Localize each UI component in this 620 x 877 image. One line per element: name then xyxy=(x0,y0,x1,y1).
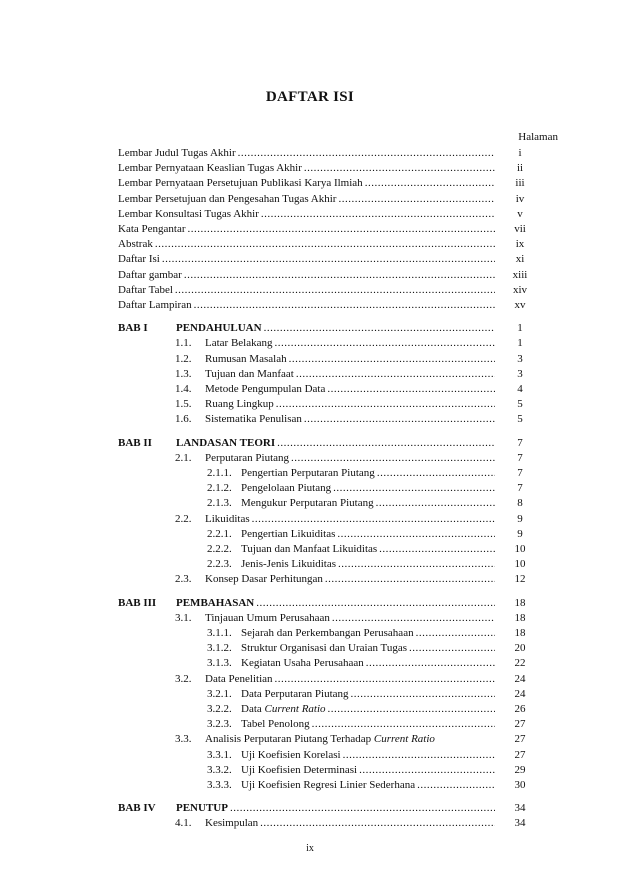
section-number: 3.1.1. xyxy=(207,627,232,639)
section-number: 2.2.3. xyxy=(207,558,232,571)
dot-leader xyxy=(351,687,495,702)
dot-leader xyxy=(332,611,495,626)
page-number: 3 xyxy=(517,367,523,380)
section-number: 2.3. xyxy=(175,573,192,586)
section-number: 1.1. xyxy=(175,337,192,350)
page-number: xiv xyxy=(512,283,528,296)
toc-subsection[interactable] xyxy=(118,687,543,702)
page-number: 9 xyxy=(517,512,523,525)
dot-leader xyxy=(275,336,496,351)
entry-title: Pengelolaan Piutang xyxy=(241,482,332,495)
page-number: v xyxy=(517,207,523,220)
entry-title: Data Current Ratio xyxy=(241,703,326,715)
toc-entry[interactable] xyxy=(118,283,543,298)
section-number: 3.2.2. xyxy=(207,703,232,715)
toc-entry[interactable] xyxy=(118,268,543,283)
section-number: 2.2.1. xyxy=(207,527,232,540)
entry-title: Tabel Penolong xyxy=(241,718,310,731)
page-number: 27 xyxy=(514,718,526,731)
entry-title: PENUTUP xyxy=(176,802,228,815)
page-column-header: Halaman xyxy=(518,131,558,143)
entry-title: Lembar Judul Tugas Akhir xyxy=(118,147,236,159)
toc-subsection[interactable] xyxy=(118,557,543,572)
dot-leader xyxy=(238,146,495,161)
entry-title: Latar Belakang xyxy=(205,337,273,350)
dot-leader xyxy=(338,557,495,572)
toc-subsection[interactable] xyxy=(118,748,543,763)
toc-section[interactable] xyxy=(118,732,543,747)
entry-title: Kesimpulan xyxy=(205,817,259,830)
toc-section[interactable] xyxy=(118,451,543,466)
entry-title: Jenis-Jenis Likuiditas xyxy=(241,558,337,571)
toc-section[interactable] xyxy=(118,611,543,626)
toc-entry[interactable] xyxy=(118,298,543,313)
section-number: 2.1.1. xyxy=(207,467,232,479)
page-number: 18 xyxy=(514,611,526,624)
section-number: 1.6. xyxy=(175,413,192,426)
section-number: 3.1.3. xyxy=(207,657,232,670)
entry-title: Daftar gambar xyxy=(118,268,182,281)
toc-entry[interactable] xyxy=(118,237,543,252)
page-number: 10 xyxy=(514,543,526,555)
chapter-label: BAB IV xyxy=(118,802,156,815)
page-number: 18 xyxy=(514,596,526,609)
toc-subsection[interactable] xyxy=(118,778,543,793)
entry-title: Kegiatan Usaha Perusahaan xyxy=(241,657,364,670)
toc-entry[interactable] xyxy=(118,176,543,191)
section-number: 3.3. xyxy=(175,733,192,746)
section-number: 2.1. xyxy=(175,451,192,464)
dot-leader xyxy=(275,672,495,687)
chapter-label: BAB II xyxy=(118,436,152,449)
section-number: 1.4. xyxy=(175,383,192,395)
toc-section[interactable] xyxy=(118,336,543,351)
dot-leader xyxy=(327,382,495,397)
entry-title: Daftar Tabel xyxy=(118,283,173,296)
section-number: 3.2. xyxy=(175,672,192,685)
page-number: 3 xyxy=(517,352,523,365)
toc-subsection[interactable] xyxy=(118,481,543,496)
dot-leader xyxy=(376,496,495,511)
entry-title: Konsep Dasar Perhitungan xyxy=(205,573,323,586)
section-number: 2.1.2. xyxy=(207,482,232,495)
toc-chapter[interactable] xyxy=(118,596,543,611)
toc-subsection[interactable] xyxy=(118,717,543,732)
dot-leader xyxy=(175,283,495,298)
toc-entry[interactable] xyxy=(118,192,543,207)
page-number: 5 xyxy=(517,398,523,411)
dot-leader xyxy=(304,412,495,427)
section-number: 1.5. xyxy=(175,398,192,411)
section-number: 3.3.3. xyxy=(207,779,232,791)
toc-section[interactable] xyxy=(118,572,543,587)
entry-title: Struktur Organisasi dan Uraian Tugas xyxy=(241,642,408,655)
entry-title: Daftar Lampiran xyxy=(118,299,192,311)
page-number: xi xyxy=(515,253,525,266)
page-number: 18 xyxy=(514,627,526,639)
dot-leader xyxy=(377,466,495,481)
toc-entry[interactable] xyxy=(118,222,543,237)
dot-leader xyxy=(256,596,495,611)
page-number: 12 xyxy=(514,573,526,586)
toc-section[interactable] xyxy=(118,352,543,367)
entry-title-italic: Current Ratio xyxy=(264,703,326,715)
entry-title: Tujuan dan Manfaat xyxy=(205,367,294,380)
page-number: xv xyxy=(514,299,526,311)
page-number: 1 xyxy=(517,322,523,335)
toc-subsection[interactable] xyxy=(118,466,543,481)
page-number: 8 xyxy=(517,497,523,510)
entry-title: LANDASAN TEORI xyxy=(176,436,276,449)
dot-leader xyxy=(333,481,495,496)
toc-entry[interactable] xyxy=(118,252,543,267)
entry-title: Abstrak xyxy=(118,238,153,251)
entry-title: Rumusan Masalah xyxy=(205,352,287,365)
toc-entry[interactable] xyxy=(118,207,543,222)
section-number: 3.1. xyxy=(175,611,192,624)
entry-title: Tujuan dan Manfaat Likuiditas xyxy=(241,543,378,555)
section-number: 3.1.2. xyxy=(207,642,232,655)
page-number: 7 xyxy=(517,451,523,464)
dot-leader xyxy=(365,176,495,191)
section-number: 3.3.2. xyxy=(207,763,232,776)
entry-title-italic: Current Ratio xyxy=(373,733,435,746)
section-number: 2.2.2. xyxy=(207,543,232,555)
toc-subsection[interactable] xyxy=(118,626,543,641)
page-number: 24 xyxy=(514,687,526,700)
dot-leader xyxy=(264,321,495,336)
dot-leader xyxy=(277,436,495,451)
entry-title: Mengukur Perputaran Piutang xyxy=(241,497,374,510)
toc-subsection[interactable] xyxy=(118,641,543,656)
entry-title: Sistematika Penulisan xyxy=(205,413,302,426)
entry-title: Lembar Persetujuan dan Pengesahan Tugas Akhir xyxy=(118,192,337,205)
dot-leader xyxy=(155,237,495,252)
page-number: i xyxy=(518,147,522,159)
page-number: 9 xyxy=(517,527,523,540)
entry-title: Likuiditas xyxy=(205,512,250,525)
section-number: 3.2.3. xyxy=(207,718,232,731)
toc-subsection[interactable] xyxy=(118,496,543,511)
toc-section[interactable] xyxy=(118,672,543,687)
page-number: 5 xyxy=(517,413,523,426)
dot-leader xyxy=(366,656,495,671)
entry-title: Perputaran Piutang xyxy=(205,451,290,464)
page-number: 27 xyxy=(514,748,526,761)
dot-leader xyxy=(252,512,495,527)
page-number: 20 xyxy=(514,642,526,655)
entry-title: Metode Pengumpulan Data xyxy=(205,383,326,395)
page-number: 24 xyxy=(514,672,526,685)
section-number: 2.1.3. xyxy=(207,497,232,510)
dot-leader xyxy=(325,572,495,587)
entry-title: Uji Koefisien Regresi Linier Sederhana xyxy=(241,779,416,791)
page-number: ix xyxy=(515,238,525,251)
dot-leader xyxy=(194,298,495,313)
page-number: 1 xyxy=(517,337,523,350)
entry-title: Analisis Perputaran Piutang Terhadap Current Ratio xyxy=(205,733,435,746)
dot-leader xyxy=(291,451,495,466)
toc-entry[interactable] xyxy=(118,146,543,161)
page-number: 26 xyxy=(514,703,526,715)
entry-title: Daftar Isi xyxy=(118,253,160,266)
entry-title: Sejarah dan Perkembangan Perusahaan xyxy=(241,627,414,639)
dot-leader xyxy=(188,222,496,237)
toc-section[interactable] xyxy=(118,816,543,831)
dot-leader xyxy=(296,367,495,382)
chapter-label: BAB I xyxy=(118,322,148,335)
dot-leader xyxy=(328,702,495,717)
entry-title: Data Perputaran Piutang xyxy=(241,687,349,700)
page-number: ii xyxy=(516,162,524,175)
toc-chapter[interactable] xyxy=(118,801,543,816)
page-number: vii xyxy=(514,223,526,235)
page-number: iii xyxy=(515,177,525,190)
page-number: 4 xyxy=(517,383,523,395)
dot-leader xyxy=(338,192,495,207)
dot-leader xyxy=(276,397,495,412)
toc-entry[interactable] xyxy=(118,161,543,176)
dot-leader xyxy=(359,763,495,778)
dot-leader xyxy=(337,527,495,542)
toc-subsection[interactable] xyxy=(118,542,543,557)
dot-leader xyxy=(230,801,495,816)
page-number: 30 xyxy=(514,779,526,791)
entry-title: Tinjauan Umum Perusahaan xyxy=(205,611,330,624)
toc-chapter[interactable] xyxy=(118,321,543,336)
entry-title: Lembar Pernyataan Keaslian Tugas Akhir xyxy=(118,162,302,175)
dot-leader xyxy=(416,626,495,641)
dot-leader xyxy=(289,352,495,367)
entry-title: Lembar Pernyataan Persetujuan Publikasi Karya Ilmiah xyxy=(118,177,363,190)
section-number: 2.2. xyxy=(175,512,192,525)
entry-title: Ruang Lingkup xyxy=(205,398,274,411)
entry-title: Pengertian Perputaran Piutang xyxy=(241,467,375,479)
section-number: 3.3.1. xyxy=(207,748,232,761)
section-number: 1.3. xyxy=(175,367,192,380)
page-number: 27 xyxy=(514,733,526,746)
dot-leader xyxy=(304,161,495,176)
dot-leader xyxy=(261,207,495,222)
page-number: 34 xyxy=(514,817,526,830)
toc-subsection[interactable] xyxy=(118,527,543,542)
section-number: 3.2.1. xyxy=(207,687,232,700)
entry-title: Uji Koefisien Determinasi xyxy=(241,763,358,776)
footer-page-number: ix xyxy=(306,843,314,854)
page-number: 7 xyxy=(517,467,523,479)
entry-title: Kata Pengantar xyxy=(118,223,186,235)
section-number: 1.2. xyxy=(175,352,192,365)
page-number: 34 xyxy=(514,802,526,815)
entry-title: Uji Koefisien Korelasi xyxy=(241,748,341,761)
toc-section[interactable] xyxy=(118,412,543,427)
toc-subsection[interactable] xyxy=(118,702,543,717)
page-number: xiii xyxy=(512,268,528,281)
dot-leader xyxy=(379,542,495,557)
toc-section[interactable] xyxy=(118,367,543,382)
entry-title: Lembar Konsultasi Tugas Akhir xyxy=(118,207,259,220)
entry-title: PENDAHULUAN xyxy=(176,322,262,335)
page-number: 29 xyxy=(514,763,526,776)
dot-leader xyxy=(312,717,495,732)
dot-leader xyxy=(260,816,495,831)
toc-section[interactable] xyxy=(118,512,543,527)
chapter-label: BAB III xyxy=(118,596,157,609)
page-number: 10 xyxy=(514,558,526,571)
page-title: DAFTAR ISI xyxy=(265,89,355,105)
entry-title: PEMBAHASAN xyxy=(176,596,255,609)
dot-leader xyxy=(409,641,495,656)
entry-title: Data Penelitian xyxy=(205,672,273,685)
entry-title: Pengertian Likuiditas xyxy=(241,527,336,540)
page-number: 7 xyxy=(517,482,523,495)
page-number: iv xyxy=(515,192,525,205)
page-number: 7 xyxy=(517,436,523,449)
dot-leader xyxy=(343,748,495,763)
toc-chapter[interactable] xyxy=(118,436,543,451)
toc-section[interactable] xyxy=(118,382,543,397)
toc-section[interactable] xyxy=(118,397,543,412)
dot-leader xyxy=(184,268,495,283)
section-number: 4.1. xyxy=(175,817,192,830)
toc-subsection[interactable] xyxy=(118,656,543,671)
page-number: 22 xyxy=(514,657,526,670)
dot-leader xyxy=(162,252,495,267)
dot-leader xyxy=(417,778,495,793)
toc-subsection[interactable] xyxy=(118,763,543,778)
